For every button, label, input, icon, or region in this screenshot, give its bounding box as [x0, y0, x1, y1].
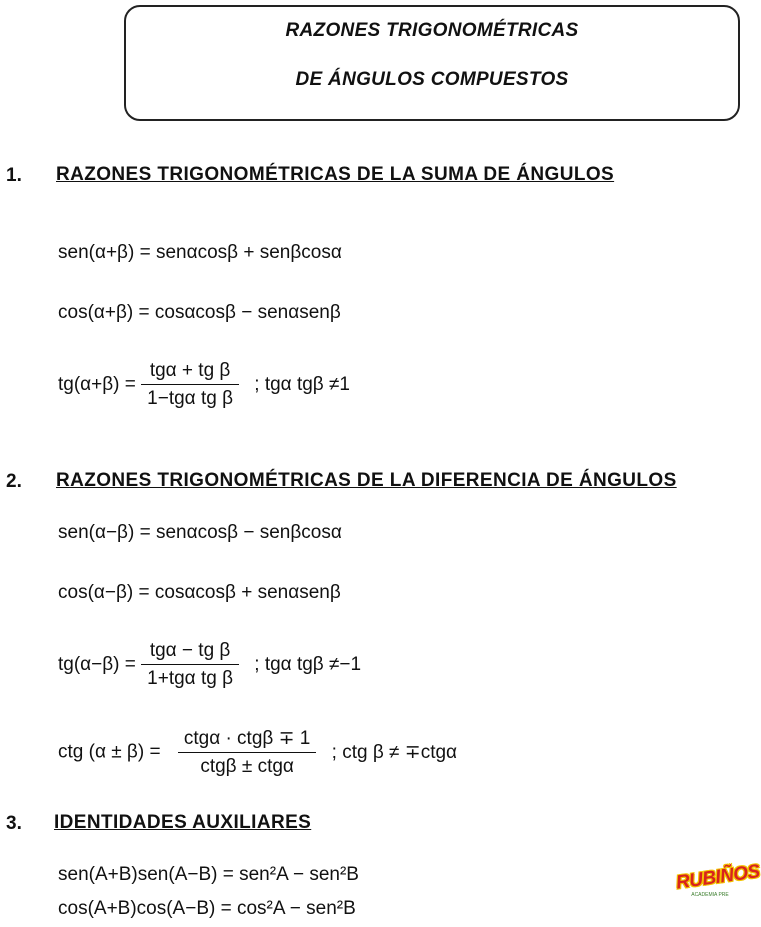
formula-sen-sum: sen(α+β) = senαcosβ + senβcosα: [58, 242, 342, 263]
tg-diff-denominator: 1+tgα tg β: [147, 668, 233, 689]
formula-ctg-diff: [58, 727, 457, 778]
ctg-numerator: ctgα · ctgβ ∓ 1: [178, 727, 317, 753]
tg-diff-condition: ; tgα tgβ ≠−1: [254, 654, 362, 676]
tg-sum-denominator: 1−tgα tg β: [147, 388, 233, 409]
title-line-2: DE ÁNGULOS COMPUESTOS: [295, 69, 569, 90]
tg-sum-fraction: [141, 360, 239, 410]
logo-subtext: ACADEMIA PRE: [691, 892, 729, 898]
tg-sum-numerator: tgα + tg β: [141, 360, 239, 385]
tg-diff-left: tg(α−β) =: [58, 654, 136, 676]
formula-tg-sum: [58, 360, 350, 410]
formula-sen-diff: sen(α−β) = senαcosβ − senβcosα: [58, 522, 342, 543]
title-line-1: RAZONES TRIGONOMÉTRICAS: [285, 20, 579, 41]
ctg-left: ctg (α ± β) =: [58, 741, 161, 763]
rubinos-logo: [674, 861, 761, 898]
tg-diff-numerator: tgα − tg β: [141, 640, 239, 665]
tg-sum-condition: ; tgα tgβ ≠1: [254, 374, 350, 396]
identity-2: cos(A+B)cos(A−B) = cos²A − sen²B: [58, 898, 356, 919]
logo-text: RUBIÑOS: [674, 861, 761, 894]
ctg-fraction: [178, 727, 317, 778]
section-2-number: 2.: [6, 471, 22, 492]
ctg-condition: ; ctg β ≠ ∓ctgα: [331, 741, 458, 763]
tg-sum-left: tg(α+β) =: [58, 374, 136, 396]
ctg-denominator: ctgβ ± ctgα: [200, 756, 294, 777]
formula-cos-sum: cos(α+β) = cosαcosβ − senαsenβ: [58, 302, 341, 323]
section-1-title: RAZONES TRIGONOMÉTRICAS DE LA SUMA DE ÁNGULOS: [56, 164, 615, 185]
identity-1: sen(A+B)sen(A−B) = sen²A − sen²B: [58, 864, 359, 885]
section-3-number: 3.: [6, 813, 22, 834]
title-box: [124, 5, 740, 121]
formula-tg-diff: [58, 640, 361, 690]
section-1-number: 1.: [6, 165, 22, 186]
section-3-title: IDENTIDADES AUXILIARES: [54, 812, 312, 833]
formula-cos-diff: cos(α−β) = cosαcosβ + senαsenβ: [58, 582, 341, 603]
tg-diff-fraction: [141, 640, 239, 690]
section-2-title: RAZONES TRIGONOMÉTRICAS DE LA DIFERENCIA DE ÁNGULOS: [56, 470, 677, 491]
